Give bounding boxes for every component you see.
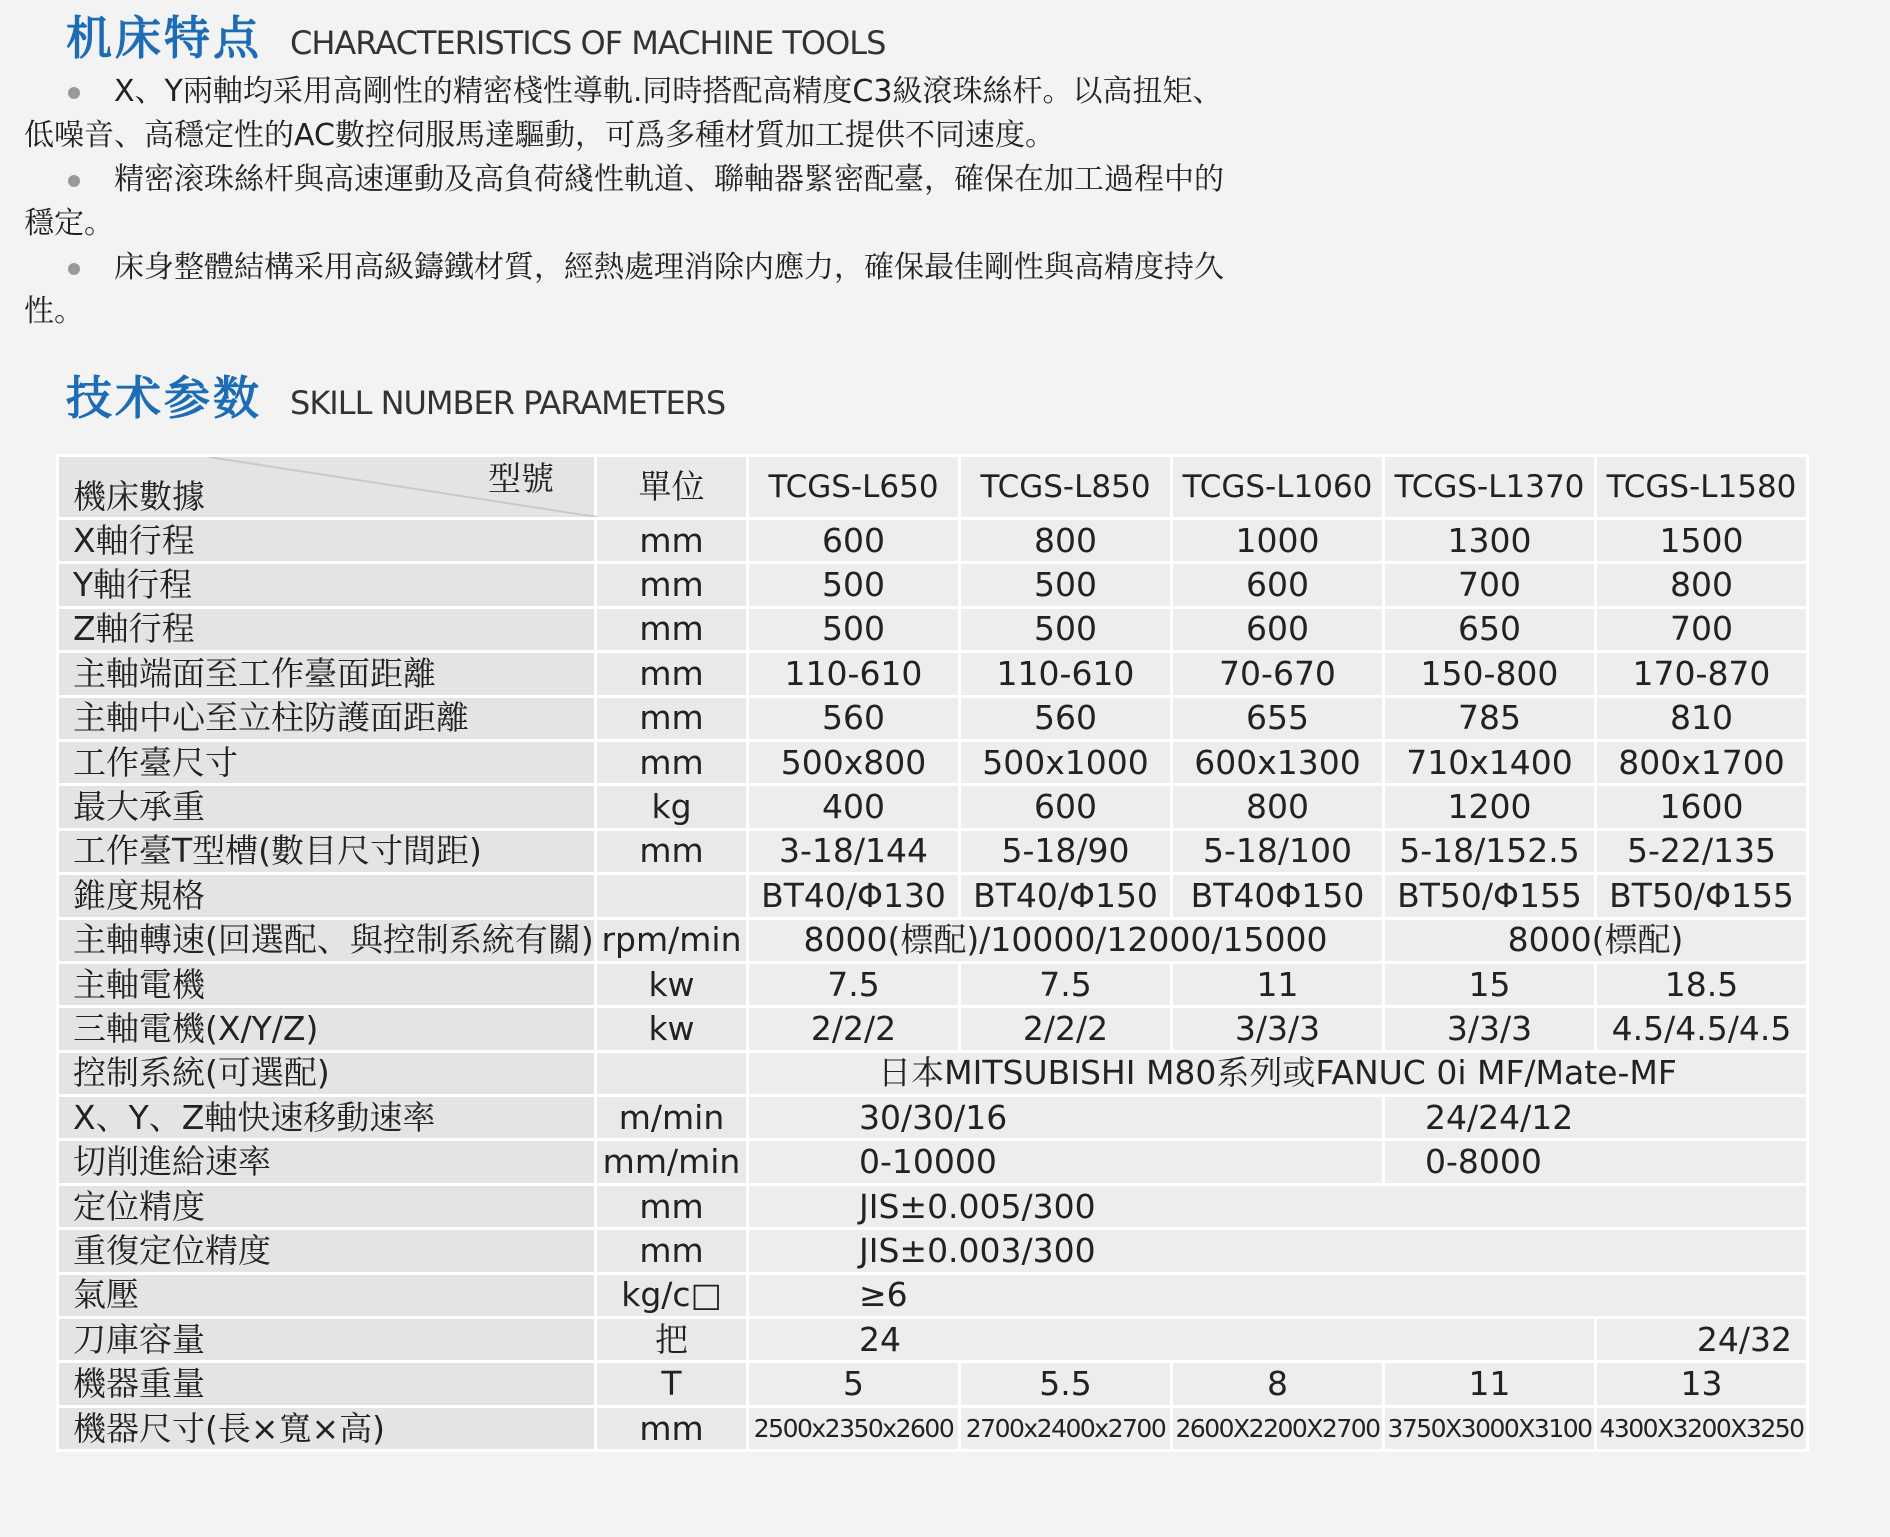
value-cell: 5 (748, 1362, 960, 1406)
value-cell: 600 (1172, 607, 1384, 651)
value-cell: 4.5/4.5/4.5 (1596, 1007, 1808, 1051)
value-cell-merged: 0-8000 (1384, 1140, 1808, 1184)
row-unit: mm (596, 740, 748, 784)
feature-item: X、Y兩軸均采用高剛性的精密棧性導軌.同時搭配高精度C3級滾珠絲杆。以高扭矩、 (24, 70, 1464, 114)
value-cell: 150-800 (1384, 652, 1596, 696)
value-cell: 110-610 (748, 652, 960, 696)
value-cell: 8 (1172, 1362, 1384, 1406)
row-label: 機器重量 (58, 1362, 596, 1406)
row-label: 工作臺尺寸 (58, 740, 596, 784)
row-label: 主軸端面至工作臺面距離 (58, 652, 596, 696)
row-unit: kw (596, 1007, 748, 1051)
row-unit: mm (596, 1406, 748, 1450)
value-cell: 5-18/100 (1172, 829, 1384, 873)
row-unit: 把 (596, 1318, 748, 1362)
table-row (58, 740, 1808, 784)
row-label: Y軸行程 (58, 563, 596, 607)
features-title-en: CHARACTERISTICS OF MACHINE TOOLS (290, 24, 886, 62)
row-unit: mm (596, 1229, 748, 1273)
row-unit: mm (596, 607, 748, 651)
value-cell: 3/3/3 (1384, 1007, 1596, 1051)
value-cell: 18.5 (1596, 962, 1808, 1006)
spec-table (56, 454, 1809, 1452)
row-label: 錐度規格 (58, 874, 596, 918)
value-cell: 2600X2200X2700 (1172, 1406, 1384, 1450)
table-row (58, 1140, 1808, 1184)
value-cell: 7.5 (748, 962, 960, 1006)
feature-item-cont: 性。 (24, 294, 84, 329)
value-cell-merged: 30/30/16 (748, 1096, 1384, 1140)
table-row (58, 1007, 1808, 1051)
value-cell: BT50/Φ155 (1596, 874, 1808, 918)
value-cell: 2/2/2 (960, 1007, 1172, 1051)
bullet-icon (68, 175, 80, 187)
value-cell: 1000 (1172, 519, 1384, 563)
row-label: 機器尺寸(長×寬×高) (58, 1406, 596, 1450)
table-row (58, 1406, 1808, 1450)
row-unit (596, 874, 748, 918)
row-unit: kw (596, 962, 748, 1006)
row-label: 三軸電機(X/Y/Z) (58, 1007, 596, 1051)
value-cell-merged: 8000(標配)/10000/12000/15000 (748, 918, 1384, 962)
value-cell: 655 (1172, 696, 1384, 740)
value-cell: 650 (1384, 607, 1596, 651)
row-unit: kg (596, 785, 748, 829)
value-cell: 5-18/90 (960, 829, 1172, 873)
table-row (58, 1184, 1808, 1228)
table-header-row (58, 456, 1808, 519)
value-cell: BT40/Φ150 (960, 874, 1172, 918)
value-cell: 13 (1596, 1362, 1808, 1406)
header-model-cell: TCGS-L1370 (1384, 456, 1596, 519)
value-cell: 700 (1384, 563, 1596, 607)
value-cell: 810 (1596, 696, 1808, 740)
value-cell: 600 (748, 519, 960, 563)
features-heading (66, 2, 885, 68)
row-label: 最大承重 (58, 785, 596, 829)
value-cell: 1600 (1596, 785, 1808, 829)
value-cell-merged: 0-10000 (748, 1140, 1384, 1184)
value-cell: 560 (960, 696, 1172, 740)
features-list (24, 70, 1464, 334)
table-row (58, 696, 1808, 740)
params-heading (66, 362, 725, 428)
value-cell: 400 (748, 785, 960, 829)
value-cell: 2/2/2 (748, 1007, 960, 1051)
table-row (58, 519, 1808, 563)
row-unit: rpm/min (596, 918, 748, 962)
value-cell: 70-670 (1172, 652, 1384, 696)
row-label: 刀庫容量 (58, 1318, 596, 1362)
table-row (58, 1051, 1808, 1095)
value-cell: 11 (1384, 1362, 1596, 1406)
value-cell: 2700x2400x2700 (960, 1406, 1172, 1450)
value-cell: 15 (1384, 962, 1596, 1006)
value-cell-merged: 8000(標配) (1384, 918, 1808, 962)
value-cell: 800 (1172, 785, 1384, 829)
value-cell: BT50/Φ155 (1384, 874, 1596, 918)
value-cell: 560 (748, 696, 960, 740)
value-cell: 1200 (1384, 785, 1596, 829)
row-unit: mm (596, 519, 748, 563)
row-label: 主軸中心至立柱防護面距離 (58, 696, 596, 740)
params-title-cn: 技术参数 (66, 371, 262, 425)
table-row (58, 918, 1808, 962)
table-row (58, 1362, 1808, 1406)
value-cell: 785 (1384, 696, 1596, 740)
value-cell: 3/3/3 (1172, 1007, 1384, 1051)
table-row (58, 1273, 1808, 1317)
row-unit: mm (596, 696, 748, 740)
row-label: X軸行程 (58, 519, 596, 563)
value-cell: 800 (960, 519, 1172, 563)
table-row (58, 874, 1808, 918)
table-row (58, 962, 1808, 1006)
row-unit: mm (596, 829, 748, 873)
value-cell: 1500 (1596, 519, 1808, 563)
header-model-cell: TCGS-L1060 (1172, 456, 1384, 519)
table-row (58, 829, 1808, 873)
table-row (58, 1096, 1808, 1140)
row-unit: mm/min (596, 1140, 748, 1184)
row-label: 定位精度 (58, 1184, 596, 1228)
feature-item-cont: 低噪音、高穩定性的AC數控伺服馬達驅動，可爲多種材質加工提供不同速度。 (24, 118, 1055, 153)
value-cell: 600x1300 (1172, 740, 1384, 784)
value-cell: 3750X3000X3100 (1384, 1406, 1596, 1450)
value-cell: 170-870 (1596, 652, 1808, 696)
value-cell-merged: JIS±0.005/300 (748, 1184, 1808, 1228)
value-cell: 600 (1172, 563, 1384, 607)
bullet-icon (68, 87, 80, 99)
value-cell-merged: 24/32 (1596, 1318, 1808, 1362)
value-cell: 7.5 (960, 962, 1172, 1006)
row-label: Z軸行程 (58, 607, 596, 651)
value-cell-merged: 24 (748, 1318, 1596, 1362)
row-label: 主軸轉速(回選配、與控制系統有關) (58, 918, 596, 962)
value-cell-merged: JIS±0.003/300 (748, 1229, 1808, 1273)
row-label: 主軸電機 (58, 962, 596, 1006)
value-cell: 4300X3200X3250 (1596, 1406, 1808, 1450)
feature-item: 精密滚珠絲杆與高速運動及高負荷綫性軌道、聯軸器緊密配臺，確保在加工過程中的 (24, 158, 1464, 202)
value-cell: 500x1000 (960, 740, 1172, 784)
row-unit: T (596, 1362, 748, 1406)
value-cell: 110-610 (960, 652, 1172, 696)
header-model-cell: TCGS-L650 (748, 456, 960, 519)
value-cell: 600 (960, 785, 1172, 829)
value-cell: 500 (960, 563, 1172, 607)
header-unit: 單位 (596, 456, 748, 519)
row-unit: mm (596, 652, 748, 696)
table-row (58, 607, 1808, 651)
table-row (58, 1318, 1808, 1362)
value-cell: 800x1700 (1596, 740, 1808, 784)
table-row (58, 1229, 1808, 1273)
value-cell: 2500x2350x2600 (748, 1406, 960, 1450)
row-label: 切削進給速率 (58, 1140, 596, 1184)
table-row (58, 563, 1808, 607)
value-cell: 500x800 (748, 740, 960, 784)
row-label: 氣壓 (58, 1273, 596, 1317)
bullet-icon (68, 263, 80, 275)
header-model: 型號 (488, 459, 554, 498)
value-cell: 11 (1172, 962, 1384, 1006)
row-unit: mm (596, 563, 748, 607)
table-row (58, 785, 1808, 829)
value-cell: 500 (960, 607, 1172, 651)
value-cell: 700 (1596, 607, 1808, 651)
value-cell: 500 (748, 607, 960, 651)
value-cell: 3-18/144 (748, 829, 960, 873)
value-cell: BT40Φ150 (1172, 874, 1384, 918)
header-model-cell: TCGS-L1580 (1596, 456, 1808, 519)
value-cell: BT40/Φ130 (748, 874, 960, 918)
row-label: X、Y、Z軸快速移動速率 (58, 1096, 596, 1140)
row-unit: mm (596, 1184, 748, 1228)
feature-item: 床身整體結構采用高級鑄鐵材質，經熱處理消除内應力，確保最佳剛性與高精度持久 (24, 246, 1464, 290)
row-label: 控制系統(可選配) (58, 1051, 596, 1095)
header-model-cell: TCGS-L850 (960, 456, 1172, 519)
value-cell-merged: 24/24/12 (1384, 1096, 1808, 1140)
value-cell-merged: ≥6 (748, 1273, 1808, 1317)
feature-item-cont: 穩定。 (24, 206, 114, 241)
features-title-cn: 机床特点 (66, 11, 262, 65)
row-unit: kg/c□ (596, 1273, 748, 1317)
value-cell: 5-22/135 (1596, 829, 1808, 873)
row-unit: m/min (596, 1096, 748, 1140)
value-cell: 800 (1596, 563, 1808, 607)
value-cell: 5-18/152.5 (1384, 829, 1596, 873)
header-corner-cell (58, 456, 596, 519)
value-cell: 1300 (1384, 519, 1596, 563)
value-cell: 500 (748, 563, 960, 607)
table-row (58, 652, 1808, 696)
row-unit (596, 1051, 748, 1095)
row-label: 工作臺T型槽(數目尺寸間距) (58, 829, 596, 873)
value-cell: 710x1400 (1384, 740, 1596, 784)
header-machine-data: 機床數據 (73, 477, 205, 516)
row-label: 重復定位精度 (58, 1229, 596, 1273)
value-cell-merged: 日本MITSUBISHI M80系列或FANUC 0i MF/Mate-MF (748, 1051, 1808, 1095)
value-cell: 5.5 (960, 1362, 1172, 1406)
params-title-en: SKILL NUMBER PARAMETERS (290, 384, 726, 422)
